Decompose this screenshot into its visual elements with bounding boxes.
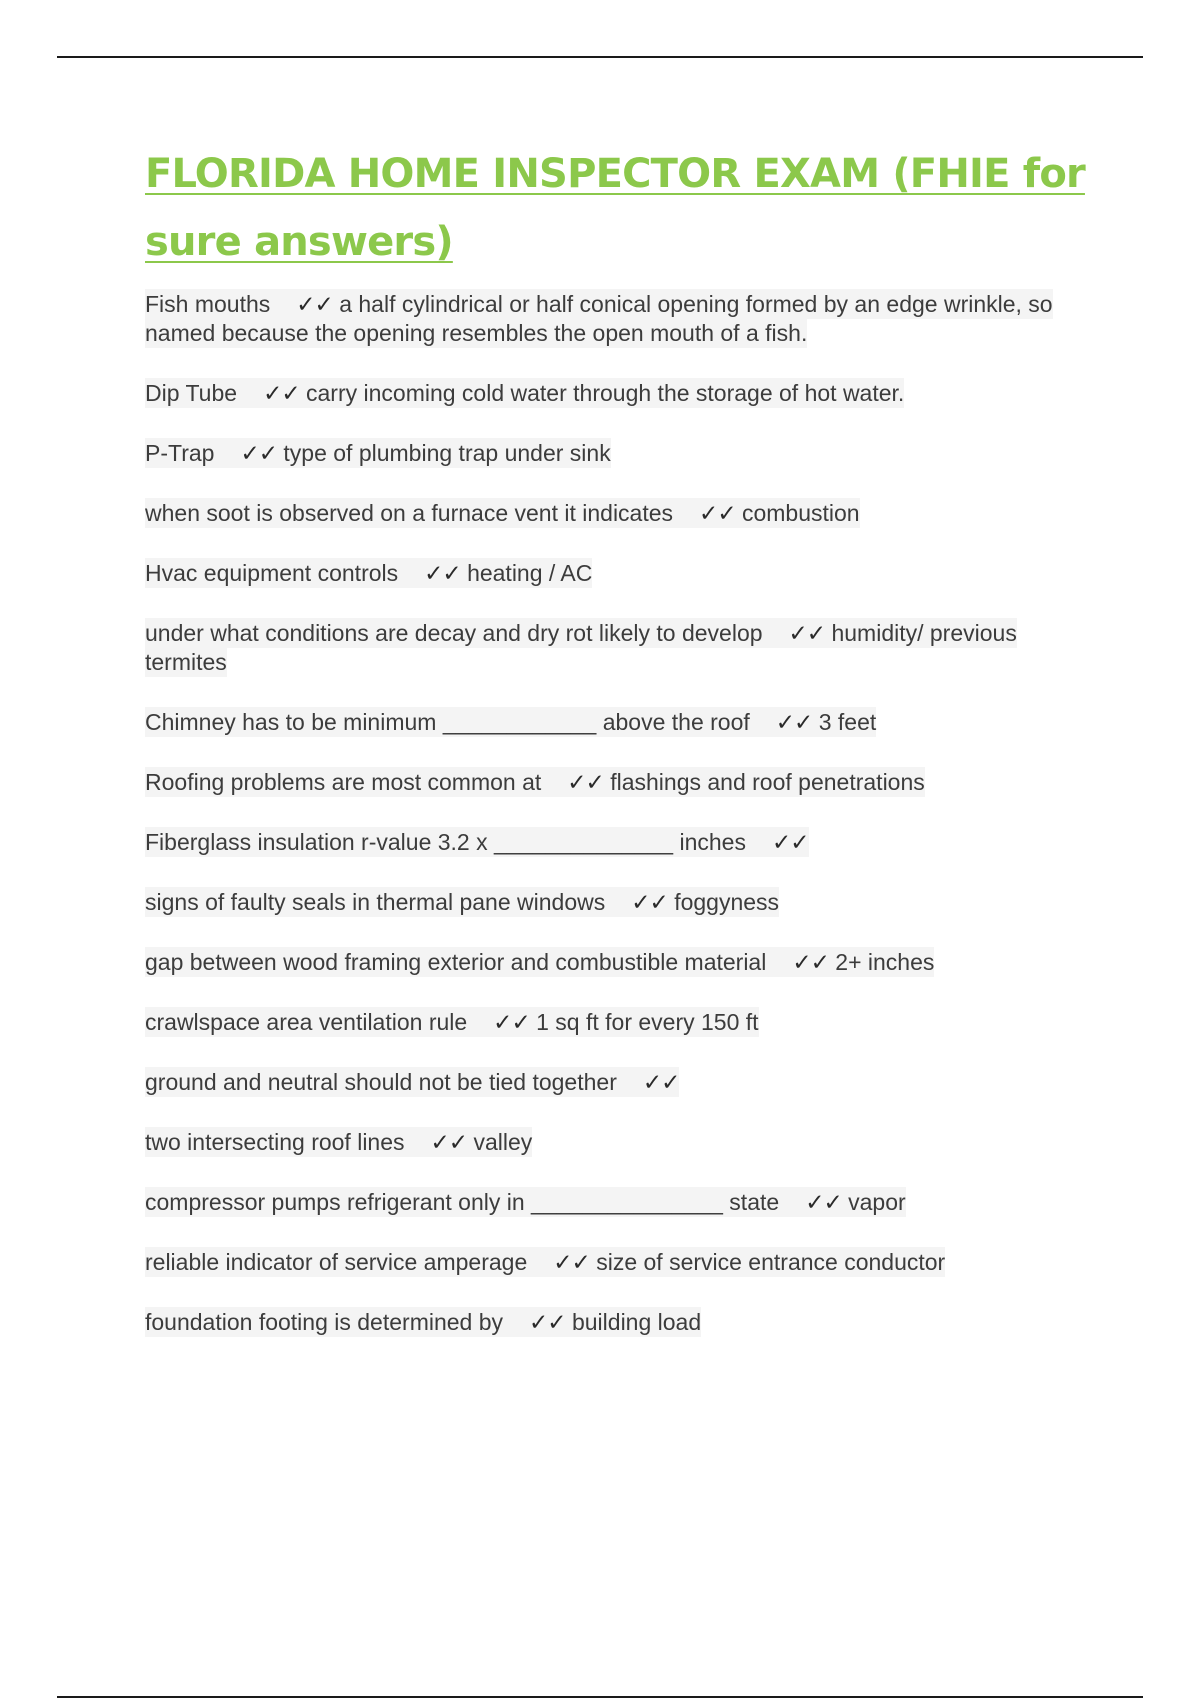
question-text: Dip Tube <box>145 380 238 406</box>
checkmark-icon: ✓✓ <box>771 829 809 855</box>
checkmark-icon: ✓✓ <box>699 500 736 526</box>
qa-item <box>145 888 1085 917</box>
answer-text: humidity/ previous termites <box>145 620 1017 675</box>
answer-text: combustion <box>741 500 860 526</box>
document-body <box>145 140 1085 1368</box>
answer-text: valley <box>473 1129 533 1155</box>
qa-item <box>145 1128 1085 1157</box>
qa-item <box>145 1308 1085 1337</box>
qa-highlight <box>145 1007 759 1037</box>
answer-text: type of plumbing trap under sink <box>283 440 611 466</box>
qa-item <box>145 499 1085 528</box>
qa-highlight <box>145 618 1017 677</box>
qa-item <box>145 619 1085 677</box>
qa-highlight <box>145 707 876 737</box>
checkmark-icon: ✓✓ <box>788 620 826 646</box>
question-text: Roofing problems are most common at <box>145 769 542 795</box>
checkmark-icon: ✓✓ <box>553 1249 590 1275</box>
question-text: ground and neutral should not be tied together <box>145 1069 617 1095</box>
qa-item <box>145 290 1085 348</box>
answer-text: a half cylindrical or half conical opening formed by an edge wrinkle, so named because the opening resembles the open mouth of a fish. <box>145 291 1053 346</box>
question-text: when soot is observed on a furnace vent it indicates <box>145 500 674 526</box>
checkmark-icon: ✓✓ <box>775 709 813 735</box>
checkmark-icon: ✓✓ <box>296 291 333 317</box>
qa-highlight <box>145 827 809 857</box>
question-text: signs of faulty seals in thermal pane windows <box>145 889 606 915</box>
qa-highlight <box>145 1067 679 1097</box>
checkmark-icon: ✓✓ <box>529 1309 566 1335</box>
document-title: FLORIDA HOME INSPECTOR EXAM (FHIE for sure answers) <box>145 151 1085 265</box>
qa-item <box>145 1008 1085 1037</box>
qa-highlight <box>145 1127 532 1157</box>
question-text: gap between wood framing exterior and combustible material <box>145 949 767 975</box>
checkmark-icon: ✓✓ <box>792 949 829 975</box>
question-text: foundation footing is determined by <box>145 1309 504 1335</box>
checkmark-icon: ✓✓ <box>240 440 277 466</box>
question-text: Fish mouths <box>145 291 271 317</box>
question-text: reliable indicator of service amperage <box>145 1249 528 1275</box>
qa-highlight <box>145 378 904 408</box>
qa-highlight <box>145 438 611 468</box>
qa-highlight <box>145 1247 945 1277</box>
question-text: compressor pumps refrigerant only in _______________ state <box>145 1189 780 1215</box>
checkmark-icon: ✓✓ <box>805 1189 842 1215</box>
qa-highlight <box>145 767 925 797</box>
answer-text: 1 sq ft for every 150 ft <box>536 1009 759 1035</box>
qa-highlight <box>145 947 934 977</box>
qa-item <box>145 768 1085 797</box>
question-text: Hvac equipment controls <box>145 560 399 586</box>
checkmark-icon: ✓✓ <box>430 1129 468 1155</box>
qa-item <box>145 1248 1085 1277</box>
question-text: Chimney has to be minimum ____________ above the roof <box>145 709 750 735</box>
qa-highlight <box>145 498 860 528</box>
checkmark-icon: ✓✓ <box>642 1069 680 1095</box>
qa-highlight <box>145 558 592 588</box>
answer-text: 2+ inches <box>835 949 935 975</box>
qa-highlight <box>145 887 779 917</box>
question-text: under what conditions are decay and dry rot likely to develop <box>145 620 763 646</box>
answer-text: flashings and roof penetrations <box>610 769 925 795</box>
qa-item <box>145 708 1085 737</box>
qa-item <box>145 1188 1085 1217</box>
qa-item <box>145 379 1085 408</box>
checkmark-icon: ✓✓ <box>567 769 604 795</box>
qa-highlight <box>145 289 1053 348</box>
qa-item <box>145 948 1085 977</box>
qa-item <box>145 439 1085 468</box>
checkmark-icon: ✓✓ <box>424 560 461 586</box>
qa-list <box>145 290 1085 1337</box>
question-text: P-Trap <box>145 440 215 466</box>
qa-highlight <box>145 1307 701 1337</box>
question-text: Fiberglass insulation r-value 3.2 x ______________ inches <box>145 829 746 855</box>
checkmark-icon: ✓✓ <box>263 380 300 406</box>
answer-text: foggyness <box>674 889 780 915</box>
qa-item <box>145 559 1085 588</box>
qa-item <box>145 828 1085 857</box>
answer-text: carry incoming cold water through the storage of hot water. <box>306 380 905 406</box>
qa-item <box>145 1068 1085 1097</box>
answer-text: building load <box>571 1309 702 1335</box>
answer-text: size of service entrance conductor <box>596 1249 946 1275</box>
question-text: two intersecting roof lines <box>145 1129 405 1155</box>
question-text: crawlspace area ventilation rule <box>145 1009 468 1035</box>
answer-text: vapor <box>848 1189 906 1215</box>
qa-highlight <box>145 1187 906 1217</box>
top-rule <box>57 56 1143 58</box>
answer-text: heating / AC <box>467 560 593 586</box>
answer-text: 3 feet <box>818 709 877 735</box>
bottom-rule <box>57 1696 1143 1698</box>
checkmark-icon: ✓✓ <box>631 889 668 915</box>
checkmark-icon: ✓✓ <box>493 1009 530 1035</box>
